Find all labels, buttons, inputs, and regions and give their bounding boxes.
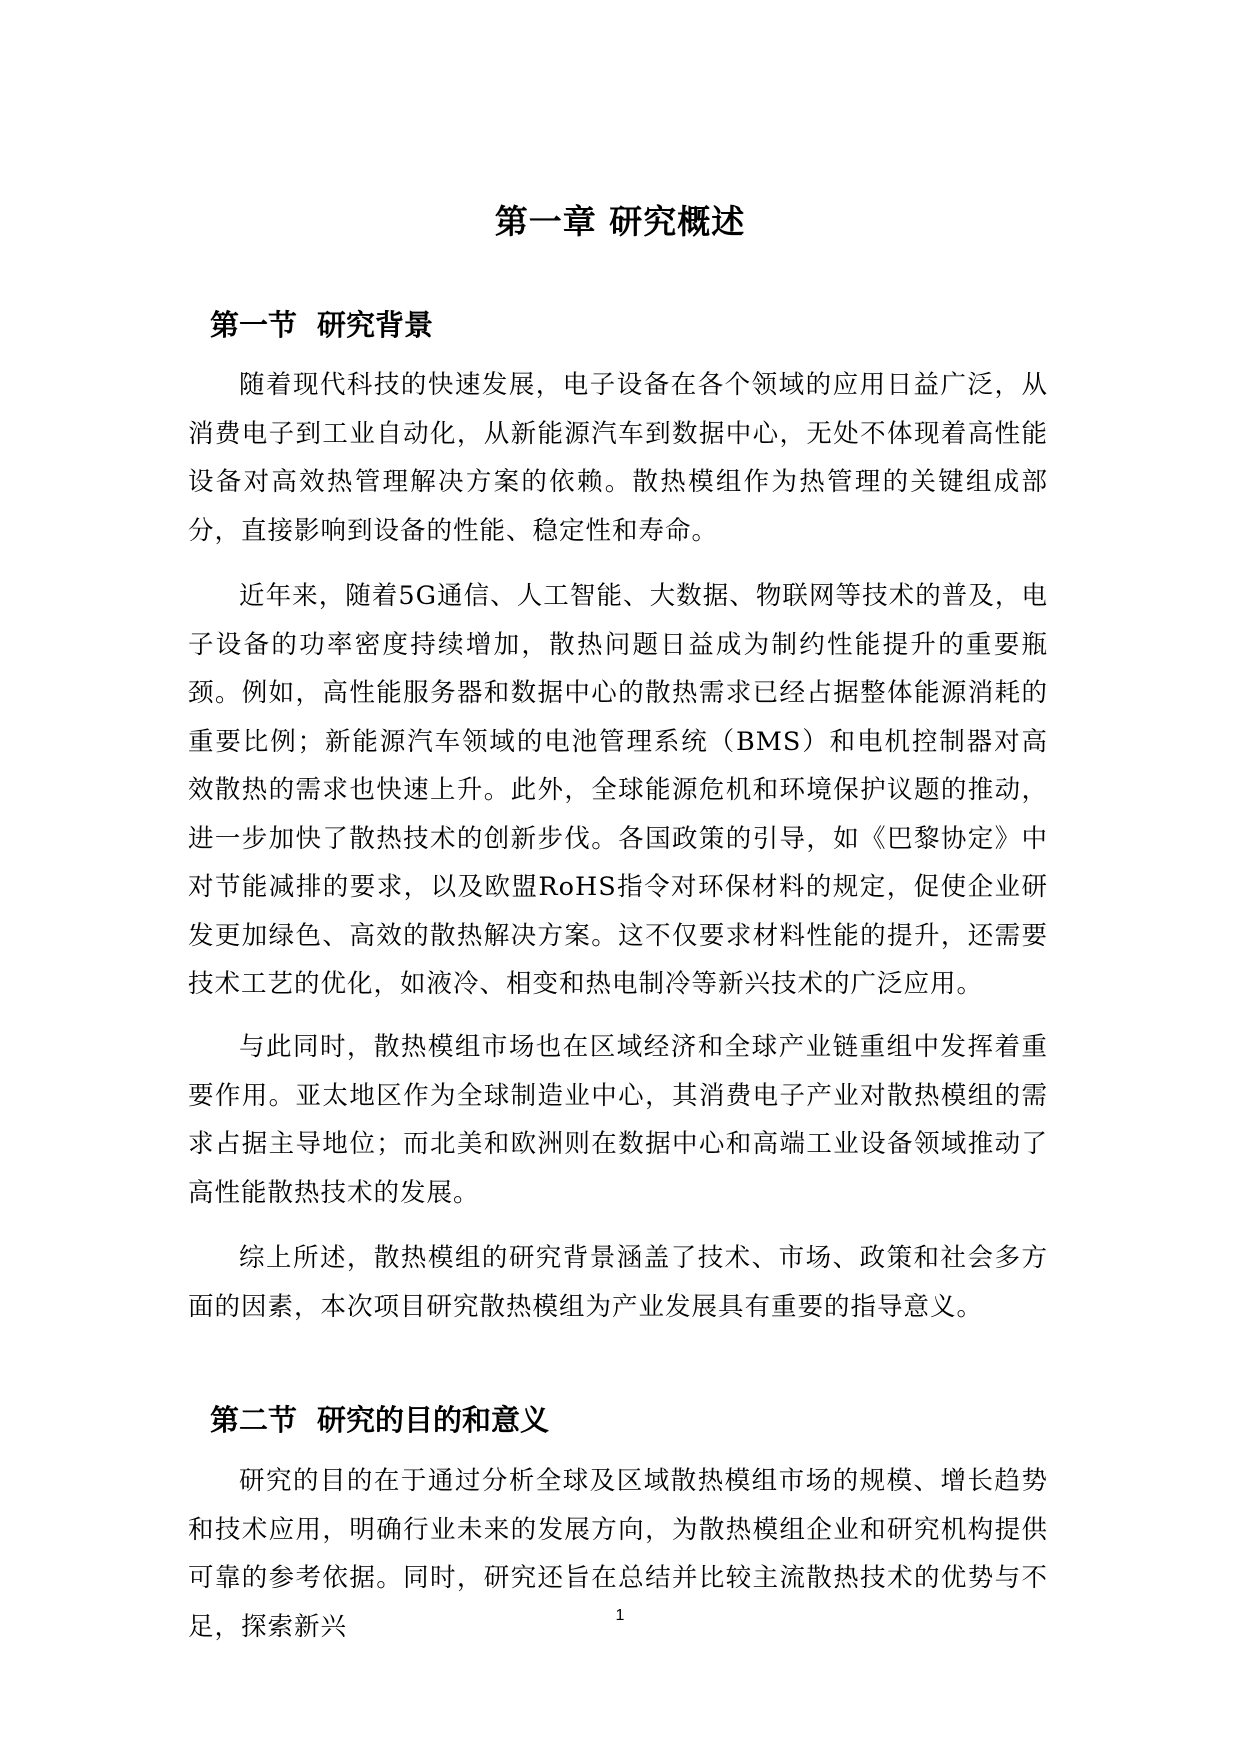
section-number: 第二节 xyxy=(210,1403,298,1438)
paragraph: 研究的目的在于通过分析全球及区域散热模组市场的规模、增长趋势和技术应用，明确行业未来的发展方向，为散热模组企业和研究机构提供可靠的参考依据。同时，研究还旨在总结并比较主流散热技术的优势与不足，探索新兴 xyxy=(188,1466,1048,1642)
section-heading-2 xyxy=(210,1399,549,1441)
section-title: 研究的目的和意义 xyxy=(317,1403,550,1438)
section-heading-1 xyxy=(210,304,433,346)
paragraph: 综上所述，散热模组的研究背景涵盖了技术、市场、政策和社会多方面的因素，本次项目研究散热模组为产业发展具有重要的指导意义。 xyxy=(188,1243,1048,1322)
chapter-title: 第一章 研究概述 xyxy=(494,202,746,242)
paragraph: 近年来，随着5G通信、人工智能、大数据、物联网等技术的普及，电子设备的功率密度持续增加，散热问题日益成为制约性能提升的重要瓶颈。例如，高性能服务器和数据中心的散热需求已经占据整体能源消耗的重要比例；新能源汽车领域的电池管理系统（BMS）和电机控制器对高效散热的需求也快速上升。此外，全球能源危机和环境保护议题的推动，进一步加快了散热技术的创新步伐。各国政策的引导，如《巴黎协定》中对节能减排的要求，以及欧盟RoHS指令对环保材料的规定，促使企业研发更加绿色、高效的散热解决方案。这不仅要求材料性能的提升，还需要技术工艺的优化，如液冷、相变和热电制冷等新兴技术的广泛应用。 xyxy=(188,581,1048,999)
section-title: 研究背景 xyxy=(317,308,434,343)
page-number: 1 xyxy=(615,1607,625,1624)
paragraph: 与此同时，散热模组市场也在区域经济和全球产业链重组中发挥着重要作用。亚太地区作为全球制造业中心，其消费电子产业对散热模组的需求占据主导地位；而北美和欧洲则在数据中心和高端工业设备领域推动了高性能散热技术的发展。 xyxy=(188,1032,1048,1208)
section-number: 第一节 xyxy=(210,308,298,343)
paragraph: 随着现代科技的快速发展，电子设备在各个领域的应用日益广泛，从消费电子到工业自动化，从新能源汽车到数据中心，无处不体现着高性能设备对高效热管理解决方案的依赖。散热模组作为热管理的关键组成部分，直接影响到设备的性能、稳定性和寿命。 xyxy=(188,370,1048,546)
